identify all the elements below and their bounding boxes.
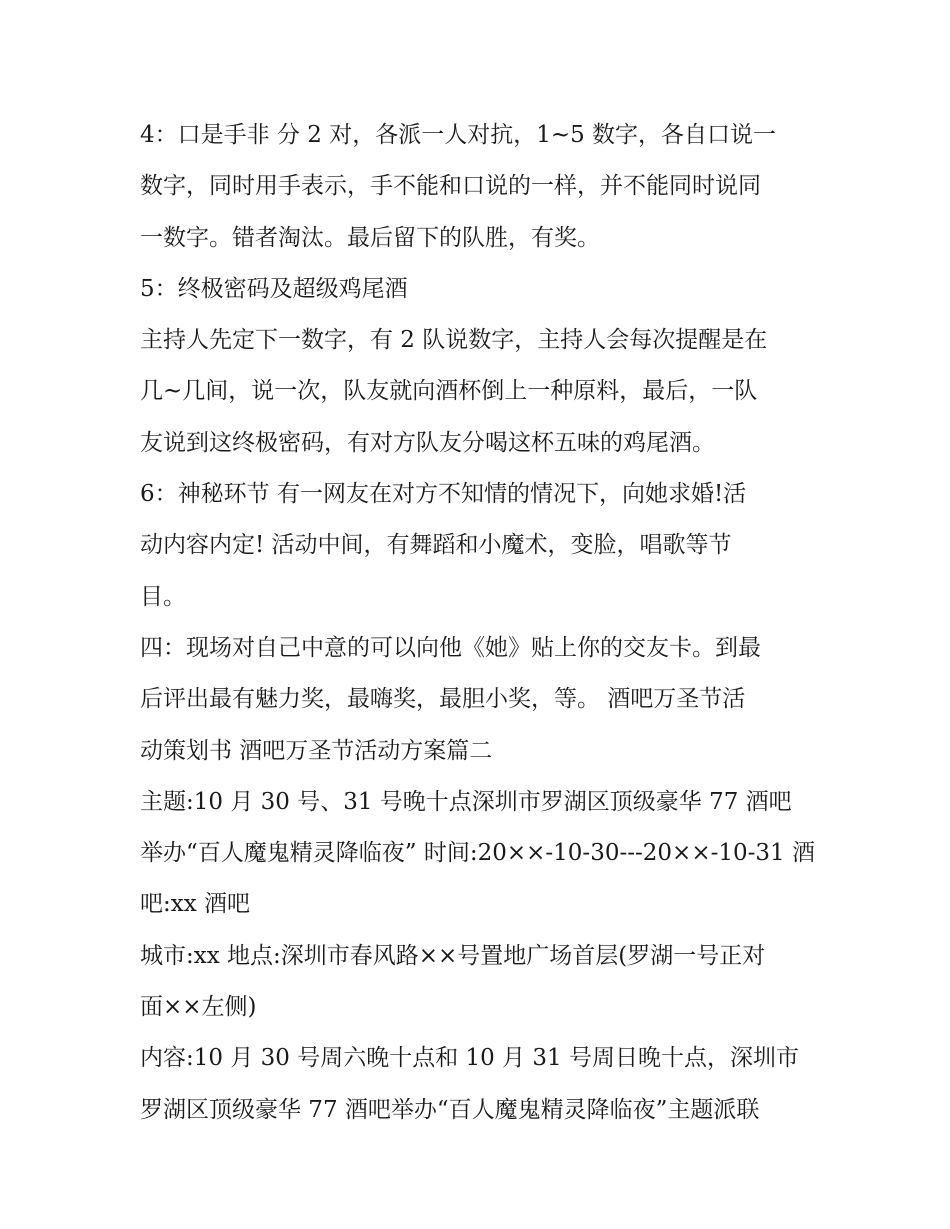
text-line: 举办“百人魔鬼精灵降临夜” 时间:20××-10-30---20××-10-31 酒 (140, 840, 815, 867)
text-line: 罗湖区顶级豪华 77 酒吧举办“百人魔鬼精灵降临夜”主题派联 (140, 1096, 760, 1123)
text-line: 主题:10 月 30 号、31 号晚十点深圳市罗湖区顶级豪华 77 酒吧 (140, 788, 792, 815)
text-line: 4：口是手非 分 2 对，各派一人对抗，1~5 数字，各自口说一 (140, 122, 777, 148)
text-line: 几~几间，说一次，队友就向酒杯倒上一种原料，最后，一队 (140, 378, 758, 405)
text-line: 动内容内定! 活动中间，有舞蹈和小魔术，变脸，唱歌等节 (140, 532, 732, 559)
text-line: 城市:xx 地点:深圳市春风路××号置地广场首层(罗湖一号正对 (140, 942, 766, 969)
text-line: 5：终极密码及超级鸡尾酒 (140, 275, 408, 302)
text-line: 吧:xx 酒吧 (140, 891, 251, 918)
text-line: 6：神秘环节 有一网友在对方不知情的情况下，向她求婚!活 (140, 481, 747, 508)
document-body (140, 110, 820, 1136)
text-line: 四：现场对自己中意的可以向他《她》贴上你的交友卡。到最 (140, 634, 761, 661)
text-line: 主持人先定下一数字，有 2 队说数字，主持人会每次提醒是在 (140, 327, 768, 354)
text-line: 一数字。错者淘汰。最后留下的队胜，有奖。 (140, 224, 600, 251)
text-line: 面××左侧) (140, 994, 257, 1021)
text-line: 动策划书 酒吧万圣节活动方案篇二 (140, 737, 493, 764)
text-line: 数字，同时用手表示，手不能和口说的一样，并不能同时说同 (140, 173, 761, 200)
text-line: 目。 (140, 583, 186, 610)
text-line: 后评出最有魅力奖，最嗨奖，最胆小奖，等。 酒吧万圣节活 (140, 686, 746, 713)
text-line: 友说到这终极密码，有对方队友分喝这杯五味的鸡尾酒。 (140, 429, 715, 456)
text-line: 内容:10 月 30 号周六晚十点和 10 月 31 号周日晚十点，深圳市 (140, 1045, 799, 1072)
